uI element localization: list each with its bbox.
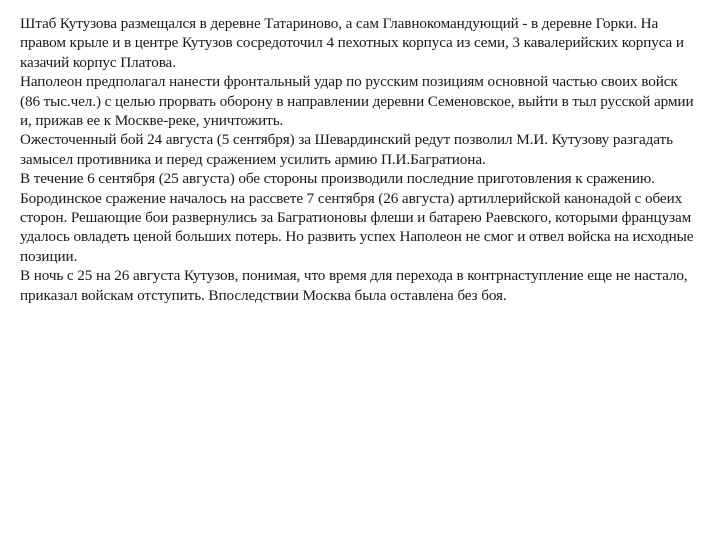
- paragraph-borodino-battle: Бородинское сражение началось на рассвете 7 сентября (26 августа) артиллерийской канонадой с обеих сторон. Решающие бои развернулись за Багратионовы флеши и батарею Раевского, которыми французам удалось овладеть ценой больших потерь. Но развить успех Наполеон не смог и отвел войска на исходные позиции.: [20, 189, 694, 265]
- paragraph-retreat: В ночь с 25 на 26 августа Кутузов, понимая, что время для перехода в контрнаступление еще не настало, приказал войскам отступить. Впоследствии Москва была оставлена без боя.: [20, 267, 688, 304]
- paragraph-preparations: В течение 6 сентября (25 августа) обе стороны производили последние приготовления к сражению.: [20, 170, 655, 188]
- document-body: [20, 14, 700, 305]
- paragraph-headquarters: Штаб Кутузова размещался в деревне Татариново, а сам Главнокомандующий - в деревне Горки. На правом крыле и в центре Кутузов сосредоточил 4 пехотных корпуса из семи, 3 кавалерийских корпуса и казачий корпус Платова.: [20, 15, 684, 71]
- paragraph-shevardino-battle: Ожесточенный бой 24 августа (5 сентября) за Шевардинский редут позволил М.И. Кутузову разгадать замысел противника и перед сражением усилить армию П.И.Багратиона.: [20, 131, 673, 168]
- paragraph-napoleon-plan: Наполеон предполагал нанести фронтальный удар по русским позициям основной частью своих войск (86 тыс.чел.) с целью прорвать оборону в направлении деревни Семеновское, выйти в тыл русской армии и, прижав ее к Москве-реке, уничтожить.: [20, 73, 694, 130]
